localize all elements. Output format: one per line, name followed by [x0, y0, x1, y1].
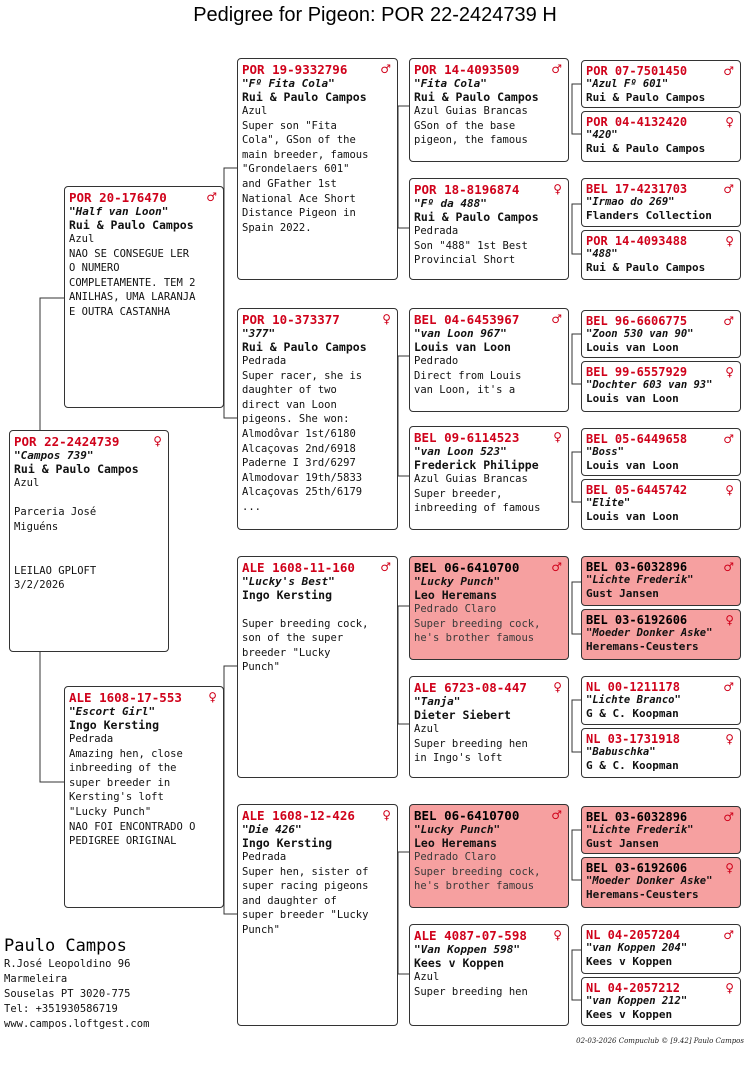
- ring-number: POR 18-8196874: [414, 182, 520, 197]
- pigeon-notes: Pedrado Direct from Louis van Loon, it's a: [414, 355, 522, 397]
- female-icon: ♀: [725, 613, 734, 627]
- owner-name: Kees v Koppen: [586, 954, 673, 968]
- female-icon: ♀: [382, 312, 391, 326]
- ring-number: BEL 96-6606775: [586, 314, 688, 328]
- ring-number: BEL 06-6410700: [414, 808, 520, 823]
- ring-number: POR 20-176470: [69, 190, 167, 205]
- owner-name: G & C. Koopman: [586, 758, 679, 772]
- female-icon: ♀: [725, 732, 734, 746]
- male-icon: ♂: [723, 680, 734, 694]
- female-icon: ♀: [725, 115, 734, 129]
- pigeon-notes: Super breeding cock, son of the super breeder "Lucky Punch": [242, 617, 369, 674]
- pigeon-card-ds-dam[interactable]: [409, 676, 569, 778]
- pigeon-card-g4-15[interactable]: [581, 924, 741, 974]
- pigeon-name: "488": [586, 248, 618, 260]
- ring-number: NL 03-1731918: [586, 732, 680, 746]
- ring-number: ALE 1608-11-160: [242, 560, 355, 575]
- ring-number: BEL 05-6445742: [586, 483, 688, 497]
- owner-name: Kees v Koppen: [586, 1007, 673, 1021]
- owner-name: Leo Heremans: [414, 588, 498, 602]
- owner-name: Ingo Kersting: [69, 718, 160, 732]
- female-icon: ♀: [553, 430, 562, 444]
- pigeon-name: "377": [242, 327, 276, 340]
- pigeon-name: "Zoon 530 van 90": [586, 328, 694, 340]
- pigeon-name: "Moeder Donker Aske": [586, 875, 713, 887]
- pigeon-card-g4-6[interactable]: [581, 361, 741, 412]
- ring-number: POR 14-4093509: [414, 62, 520, 77]
- breeder-address-line-1: R.José Leopoldino 96: [4, 958, 131, 970]
- pigeon-card-ss-sire[interactable]: [409, 58, 569, 162]
- owner-name: Louis van Loon: [586, 391, 679, 405]
- owner-name: Rui & Paulo Campos: [69, 218, 194, 232]
- pigeon-name: "420": [586, 129, 618, 141]
- ring-number: NL 04-2057212: [586, 981, 680, 995]
- pigeon-name: "Elite": [586, 497, 631, 509]
- pigeon-name: "Lucky's Best": [242, 575, 335, 588]
- owner-name: Leo Heremans: [414, 836, 498, 850]
- pigeon-notes: Pedrada Amazing hen, close inbreeding of the super breeder in Kersting's loft "Lucky Punch" NAO FOI ENCONTRADO O PEDIGREE ORIGINAL: [69, 733, 196, 848]
- pigeon-card-g4-10[interactable]: [581, 609, 741, 660]
- female-icon: ♀: [553, 928, 562, 942]
- breeder-phone: Tel: +351930586719: [4, 1003, 118, 1015]
- pigeon-card-g4-2[interactable]: [581, 111, 741, 162]
- male-icon: ♂: [551, 560, 562, 574]
- ring-number: BEL 03-6032896: [586, 810, 688, 824]
- ring-number: BEL 99-6557929: [586, 365, 688, 379]
- ring-number: BEL 03-6032896: [586, 560, 688, 574]
- pigeon-card-dd-dam[interactable]: [409, 924, 569, 1026]
- ring-number: POR 10-373377: [242, 312, 340, 327]
- female-icon: ♀: [553, 680, 562, 694]
- owner-name: Rui & Paulo Campos: [242, 90, 367, 104]
- pigeon-card-subject[interactable]: [9, 430, 169, 652]
- pigeon-name: "Irmao do 269": [586, 196, 675, 208]
- owner-name: Ingo Kersting: [242, 588, 333, 602]
- pigeon-name: "Fº da 488": [414, 197, 487, 210]
- pigeon-card-ss-dam[interactable]: [409, 178, 569, 280]
- female-icon: ♀: [553, 182, 562, 196]
- breeder-address-line-3: Souselas PT 3020-775: [4, 988, 131, 1000]
- pigeon-card-g4-11[interactable]: [581, 676, 741, 725]
- breeder-website[interactable]: www.campos.loftgest.com: [4, 1018, 150, 1030]
- pigeon-name: "Die 426": [242, 823, 302, 836]
- male-icon: ♂: [723, 810, 734, 824]
- female-icon: ♀: [725, 861, 734, 875]
- owner-name: Heremans-Ceusters: [586, 887, 699, 901]
- pigeon-name: "Dochter 603 van 93": [586, 379, 713, 391]
- pigeon-name: "Tanja": [414, 695, 461, 708]
- pigeon-card-sire-dam[interactable]: [237, 308, 398, 530]
- pigeon-notes: Pedrada Super hen, sister of super racing pigeons and daughter of super breeder "Lucky Punch": [242, 851, 369, 936]
- owner-name: Rui & Paulo Campos: [586, 260, 706, 274]
- pigeon-card-dam[interactable]: [64, 686, 224, 908]
- pigeon-card-sd-sire[interactable]: [409, 308, 569, 412]
- owner-name: Frederick Philippe: [414, 458, 539, 472]
- pigeon-name: "Lichte Frederik": [586, 824, 694, 836]
- pigeon-card-sire-sire[interactable]: [237, 58, 398, 280]
- pigeon-card-sd-dam[interactable]: [409, 426, 569, 530]
- pigeon-card-dam-dam[interactable]: [237, 804, 398, 1026]
- ring-number: BEL 05-6449658: [586, 432, 688, 446]
- ring-number: POR 04-4132420: [586, 115, 688, 129]
- female-icon: ♀: [725, 234, 734, 248]
- pigeon-name: "Lichte Frederik": [586, 574, 694, 586]
- ring-number: POR 07-7501450: [586, 64, 688, 78]
- pigeon-name: "Half van Loon": [69, 205, 169, 218]
- ring-number: POR 22-2424739: [14, 434, 120, 449]
- male-icon: ♂: [551, 312, 562, 326]
- footer-credit: 02-03-2026 Compuclub © [9.42] Paulo Campos: [576, 1037, 744, 1045]
- female-icon: ♀: [382, 808, 391, 822]
- female-icon: ♀: [725, 365, 734, 379]
- pigeon-card-g4-5[interactable]: [581, 310, 741, 358]
- male-icon: ♂: [723, 314, 734, 328]
- pigeon-name: "Lucky Punch": [414, 823, 501, 836]
- ring-number: ALE 4087-07-598: [414, 928, 527, 943]
- pigeon-name: "Escort Girl": [69, 705, 156, 718]
- ring-number: ALE 6723-08-447: [414, 680, 527, 695]
- male-icon: ♂: [723, 432, 734, 446]
- breeder-info: [4, 935, 149, 1032]
- male-icon: ♂: [723, 928, 734, 942]
- male-icon: ♂: [380, 560, 391, 574]
- female-icon: ♀: [153, 434, 162, 448]
- owner-name: Heremans-Ceusters: [586, 639, 699, 653]
- ring-number: BEL 17-4231703: [586, 182, 688, 196]
- ring-number: BEL 04-6453967: [414, 312, 520, 327]
- pigeon-notes: Azul Super breeding hen: [414, 971, 528, 998]
- page-title: Pedigree for Pigeon: POR 22-2424739 H: [193, 4, 557, 26]
- ring-number: POR 14-4093488: [586, 234, 688, 248]
- owner-name: Louis van Loon: [586, 340, 679, 354]
- pigeon-card-g4-3[interactable]: [581, 178, 741, 227]
- male-icon: ♂: [551, 808, 562, 822]
- pigeon-name: "Lucky Punch": [414, 575, 501, 588]
- pigeon-name: "Boss": [586, 446, 624, 458]
- owner-name: Rui & Paulo Campos: [414, 210, 539, 224]
- male-icon: ♂: [723, 182, 734, 196]
- pigeon-name: "Fº Fita Cola": [242, 77, 335, 90]
- pigeon-card-sire[interactable]: [64, 186, 224, 408]
- owner-name: Rui & Paulo Campos: [242, 340, 367, 354]
- pigeon-card-g4-4[interactable]: [581, 230, 741, 280]
- pigeon-card-g4-14[interactable]: [581, 857, 741, 908]
- pigeon-card-dam-sire[interactable]: [237, 556, 398, 778]
- pigeon-card-g4-12[interactable]: [581, 728, 741, 778]
- pigeon-notes: Azul Super breeding hen in Ingo's loft: [414, 723, 528, 765]
- pigeon-card-g4-13[interactable]: [581, 806, 741, 854]
- owner-name: Kees v Koppen: [414, 956, 505, 970]
- owner-name: Louis van Loon: [586, 509, 679, 523]
- ring-number: NL 00-1211178: [586, 680, 680, 694]
- ring-number: BEL 09-6114523: [414, 430, 520, 445]
- owner-name: Flanders Collection: [586, 208, 712, 222]
- female-icon: ♀: [725, 981, 734, 995]
- female-icon: ♀: [208, 690, 217, 704]
- male-icon: ♂: [723, 560, 734, 574]
- ring-number: BEL 06-6410700: [414, 560, 520, 575]
- male-icon: ♂: [723, 64, 734, 78]
- owner-name: Louis van Loon: [414, 340, 511, 354]
- male-icon: ♂: [380, 62, 391, 76]
- pigeon-name: "Azul Fº 601": [586, 78, 669, 90]
- pigeon-card-g4-1[interactable]: [581, 60, 741, 108]
- breeder-name: Paulo Campos: [4, 936, 127, 956]
- pigeon-notes: Pedrada Son "488" 1st Best Provincial Short: [414, 225, 528, 267]
- pigeon-name: "van Koppen 212": [586, 995, 688, 1007]
- ring-number: BEL 03-6192606: [586, 613, 688, 627]
- owner-name: Gust Jansen: [586, 836, 659, 850]
- pigeon-name: "Campos 739": [14, 449, 94, 462]
- pigeon-name: "Fita Cola": [414, 77, 487, 90]
- owner-name: Rui & Paulo Campos: [586, 90, 706, 104]
- pigeon-card-dd-sire[interactable]: [409, 804, 569, 908]
- ring-number: ALE 1608-17-553: [69, 690, 182, 705]
- breeder-address-line-2: Marmeleira: [4, 973, 68, 985]
- pigeon-notes: Pedrada Super racer, she is daughter of two direct van Loon pigeons. She won: Almodôvar 1st/6180 Alcaçovas 2nd/6918 Paderne I 3rd/6297 Almodovar 19th/5833 Alcaçovas 25th/6179 ...: [242, 355, 363, 513]
- pigeon-card-g4-9[interactable]: [581, 556, 741, 606]
- pigeon-card-g4-16[interactable]: [581, 977, 741, 1026]
- pigeon-notes: Azul Super son "Fita Cola", GSon of the main breeder, famous "Grondelaers 601" and GFather 1st National Ace Short Distance Pigeon in Spain 2022.: [242, 105, 369, 234]
- pigeon-card-ds-sire[interactable]: [409, 556, 569, 660]
- owner-name: Louis van Loon: [586, 458, 679, 472]
- female-icon: ♀: [725, 483, 734, 497]
- pigeon-name: "van Loon 523": [414, 445, 507, 458]
- pigeon-card-g4-8[interactable]: [581, 479, 741, 530]
- owner-name: Ingo Kersting: [242, 836, 333, 850]
- pigeon-name: "Babuschka": [586, 746, 656, 758]
- pigeon-name: "Moeder Donker Aske": [586, 627, 713, 639]
- ring-number: NL 04-2057204: [586, 928, 680, 942]
- ring-number: ALE 1608-12-426: [242, 808, 355, 823]
- pigeon-name: "Lichte Branco": [586, 694, 681, 706]
- male-icon: ♂: [551, 62, 562, 76]
- owner-name: Rui & Paulo Campos: [586, 141, 706, 155]
- pigeon-name: "Van Koppen 598": [414, 943, 520, 956]
- pigeon-notes: Pedrado Claro Super breeding cock, he's brother famous: [414, 603, 541, 645]
- owner-name: Dieter Siebert: [414, 708, 511, 722]
- pigeon-notes: Azul NAO SE CONSEGUE LER O NUMERO COMPLETAMENTE. TEM 2 ANILHAS, UMA LARANJA E OUTRA CASTANHA: [69, 233, 196, 318]
- owner-name: G & C. Koopman: [586, 706, 679, 720]
- pigeon-notes: Azul Parceria José Miguéns LEILAO GPLOFT 3/2/2026: [14, 477, 97, 592]
- ring-number: BEL 03-6192606: [586, 861, 688, 875]
- pigeon-name: "van Loon 967": [414, 327, 507, 340]
- owner-name: Rui & Paulo Campos: [414, 90, 539, 104]
- pigeon-notes: Azul Guias Brancas Super breeder, inbreeding of famous: [414, 473, 541, 515]
- owner-name: Rui & Paulo Campos: [14, 462, 139, 476]
- pigeon-card-g4-7[interactable]: [581, 428, 741, 476]
- ring-number: POR 19-9332796: [242, 62, 348, 77]
- pigeon-notes: Azul Guias Brancas GSon of the base pigeon, the famous: [414, 105, 528, 147]
- owner-name: Gust Jansen: [586, 586, 659, 600]
- male-icon: ♂: [206, 190, 217, 204]
- pigeon-notes: Pedrado Claro Super breeding cock, he's brother famous: [414, 851, 541, 893]
- pigeon-name: "van Koppen 204": [586, 942, 688, 954]
